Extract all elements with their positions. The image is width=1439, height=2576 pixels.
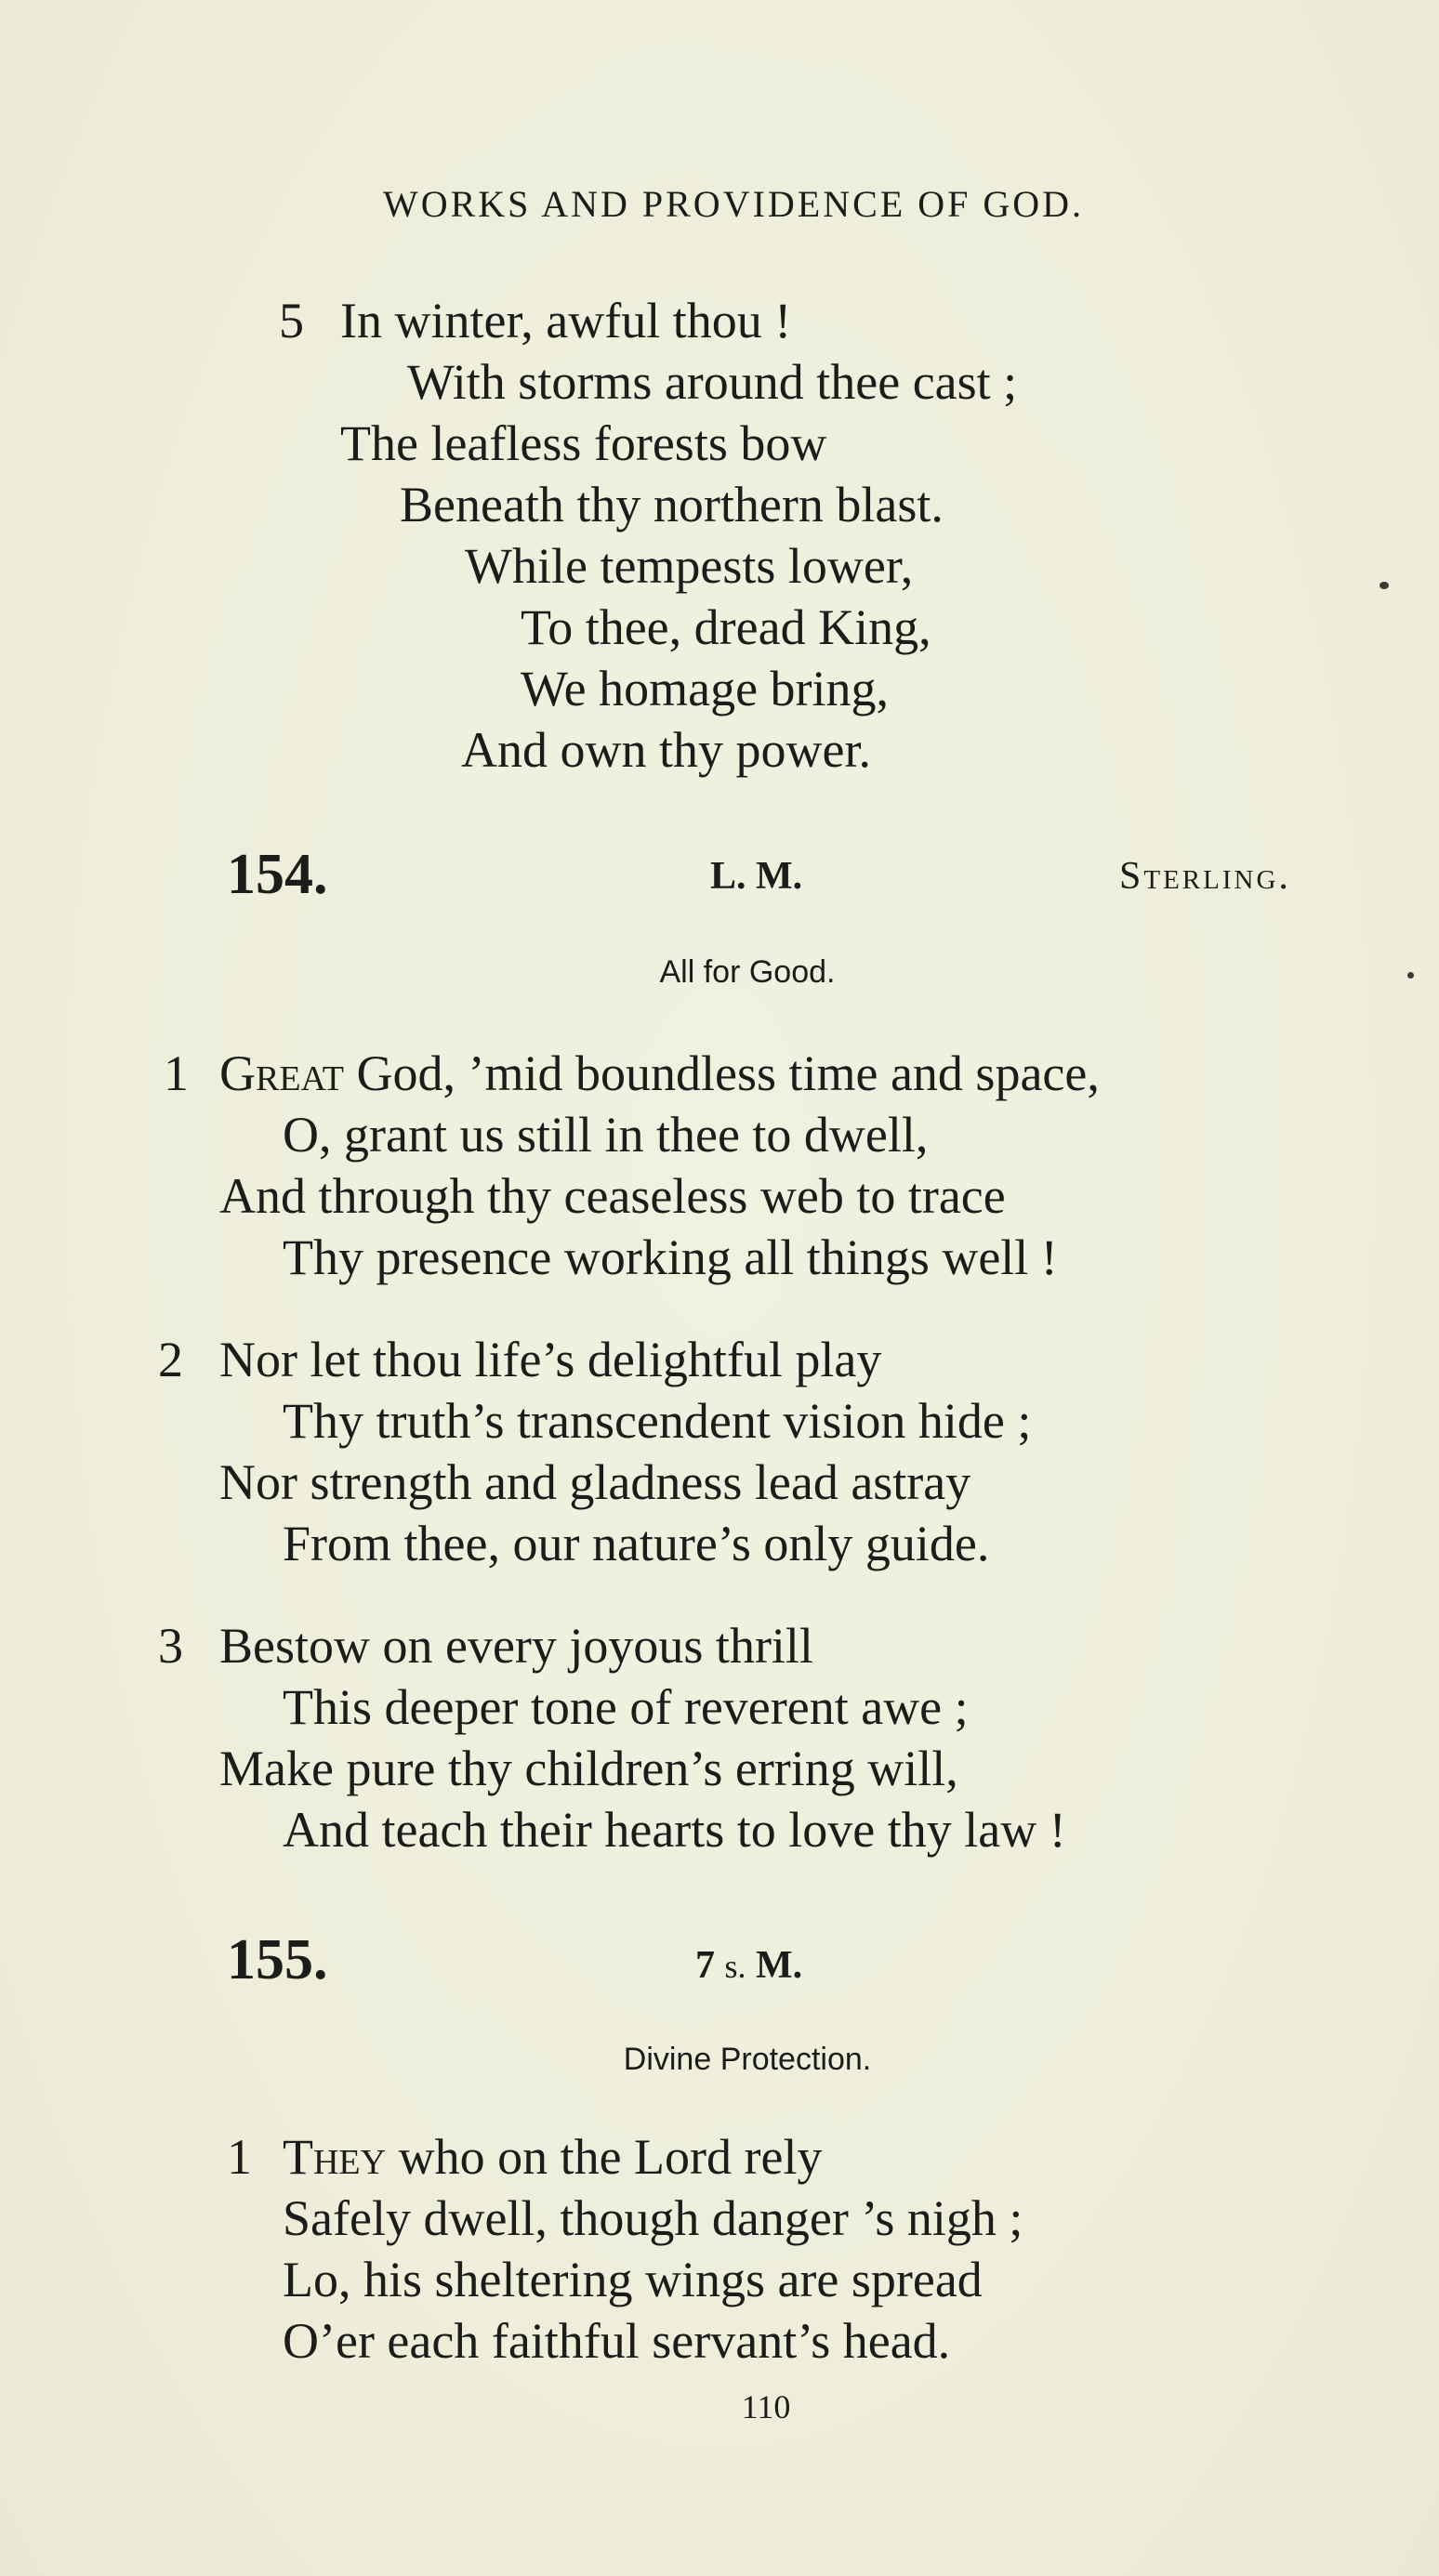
verse-line: And own thy power. (461, 722, 871, 778)
stanza-number: 1 (164, 1045, 189, 1101)
verse-line: Make pure thy children’s erring will, (219, 1741, 958, 1796)
verse-line: Thy truth’s transcendent vision hide ; (283, 1393, 1032, 1449)
running-head: WORKS AND PROVIDENCE OF GOD. (382, 183, 1085, 225)
verse-line (283, 2126, 822, 2188)
verse-line: With storms around thee cast ; (407, 354, 1018, 410)
verse-line: And through thy ceaseless web to trace (219, 1168, 1006, 1224)
verse-line (219, 1043, 1100, 1104)
hymn-subtitle: All for Good. (659, 954, 836, 990)
verse-line: The leafless forests bow (340, 415, 827, 471)
verse-line: We homage bring, (521, 661, 890, 716)
verse-first-word: Great (219, 1045, 344, 1101)
verse-line: This deeper tone of reverent awe ; (283, 1679, 969, 1735)
hymn-number: 154. (227, 843, 328, 906)
verse-line: Safely dwell, though danger ’s nigh ; (283, 2190, 1023, 2246)
verse-line: O, grant us still in thee to dwell, (283, 1107, 929, 1163)
verse-line: And teach their hearts to love thy law ! (283, 1802, 1066, 1858)
verse-line: While tempests lower, (465, 538, 914, 594)
verse-line-rest: God, ’mid boundless time and space, (344, 1045, 1100, 1101)
meter-syllables: s. (724, 1948, 746, 1985)
stanza-number: 2 (158, 1332, 183, 1387)
verse-line: From thee, our nature’s only guide. (283, 1516, 990, 1571)
page-number: 110 (741, 2388, 791, 2425)
verse-line: Nor strength and gladness lead astray (219, 1454, 971, 1510)
scan-speck (1407, 972, 1414, 979)
verse-line-rest: who on the Lord rely (386, 2129, 823, 2185)
hymn-meter (695, 1933, 802, 1999)
hymn-number: 155. (227, 1928, 328, 1991)
stanza-number: 3 (158, 1618, 183, 1674)
meter-number: 7 (695, 1944, 715, 1987)
stanza-number: 5 (279, 293, 304, 348)
verse-line: Lo, his sheltering wings are spread (283, 2252, 983, 2307)
verse-line: Nor let thou life’s delightful play (219, 1332, 882, 1387)
verse-first-word: They (283, 2129, 387, 2185)
meter-measure: M. (756, 1944, 803, 1987)
verse-line: Bestow on every joyous thrill (219, 1618, 813, 1674)
verse-line: In winter, awful thou ! (340, 293, 792, 348)
verse-line: O’er each faithful servant’s head. (283, 2313, 951, 2369)
hymn-meter: L. M. (710, 855, 803, 898)
verse-line: Beneath thy northern blast. (400, 477, 944, 532)
hymn-subtitle: Divine Protection. (623, 2042, 872, 2077)
hymn-tune: Sterling. (1119, 855, 1291, 898)
verse-line: Thy presence working all things well ! (283, 1229, 1058, 1285)
stanza-number: 1 (227, 2129, 252, 2185)
verse-line: To thee, dread King, (521, 599, 931, 655)
scan-speck (1380, 582, 1389, 589)
